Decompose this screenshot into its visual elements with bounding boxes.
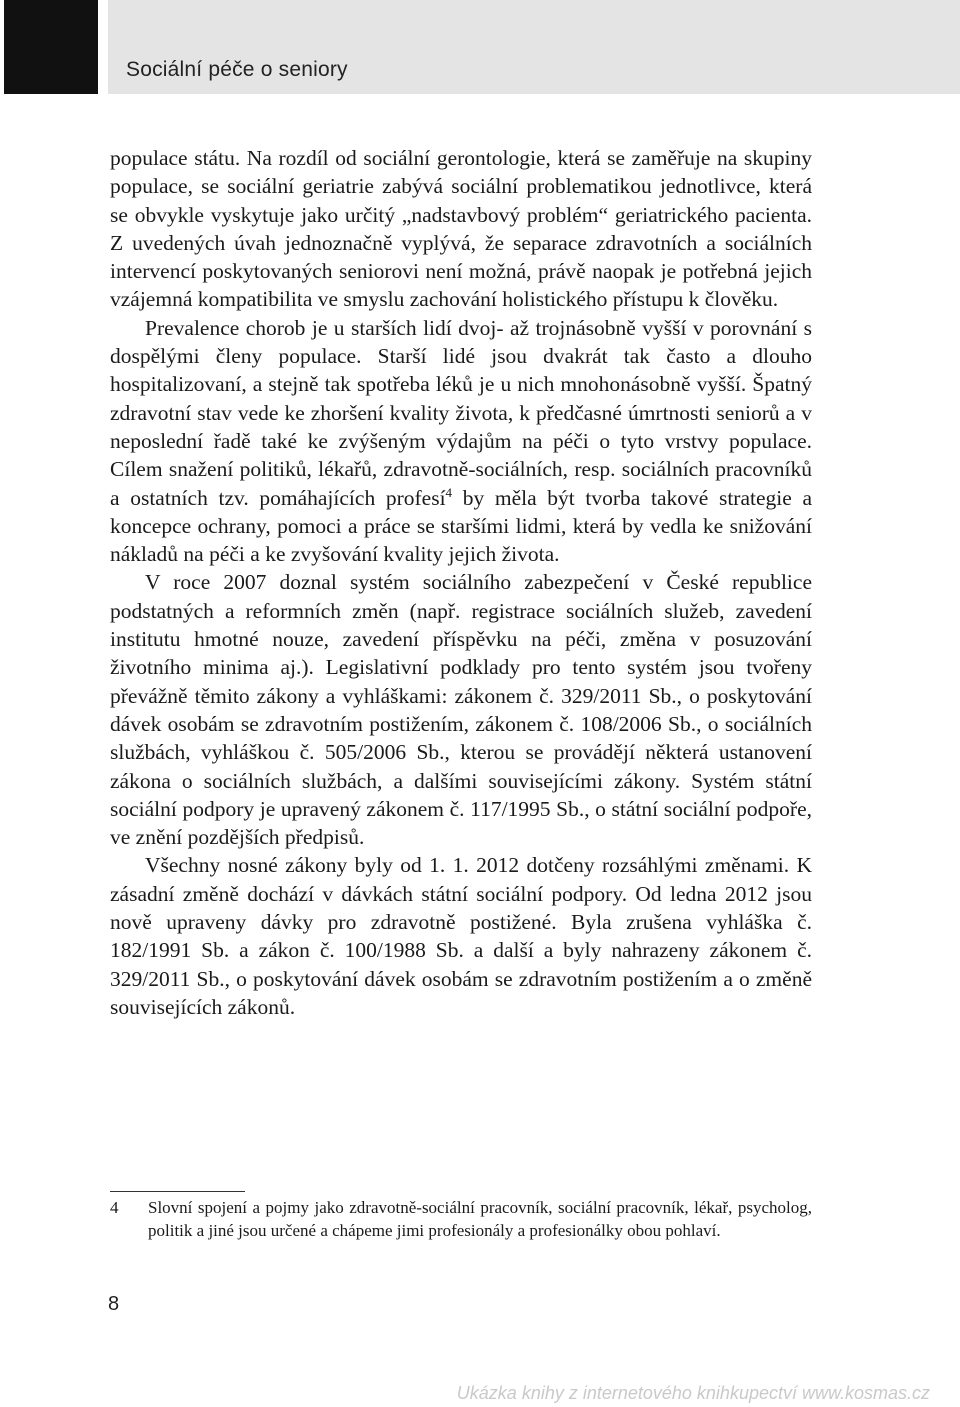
footnote-number: 4 [110,1198,119,1217]
page-number: 8 [108,1293,120,1315]
paragraph-3: V roce 2007 doznal systém sociálního zabezpečení v České republice podstatných a reformních změn (např. registrace sociálních služeb, zavedení institutu hmotné nouze, zavedení příspěvku na péči, změna v posuzování životního minima aj.). Legislativní podklady pro tento systém jsou tvořeny převážně těmito zákony a vyhláškami: zákonem č. 329/2011 Sb., o poskytování dávek osobám se zdravotním postižením, zákonem č. 108/2006 Sb., o sociálních službách, vyhláškou č. 505/2006 Sb., kterou se provádějí některá ustanovení zákona o sociálních službách, a dalšími souvisejícími zákony. Systém státní sociální podpory je upravený zákonem č. 117/1995 Sb., o státní sociální podpoře, ve znění pozdějších předpisů. [110,570,812,850]
paragraph-2-part-b: by měla být tvorba takové strategie a koncepce ochrany, pomoci a práce se staršími lidmi, která by vedla ke snižování nákladů na péči a ke zvyšování kvality jejich života. [110,485,812,567]
footnote-divider [110,1191,245,1192]
paragraph-2 [110,314,812,569]
paragraph-1: populace státu. Na rozdíl od sociální gerontologie, která se zaměřuje na skupiny populace, se sociální geriatrie zabývá sociální problematikou jednotlivce, která se obvykle vyskytuje jako určitý „nadstavbový problém“ geriatrického pacienta. Z uvedených úvah jednoznačně vyplývá, že separace zdravotních a sociálních intervencí poskytovaných seniorovi není možná, právě naopak je potřebná jejich vzájemná kompatibilita ve smyslu zachování holistického přístupu k člověku. [110,146,812,312]
running-header-title: Sociální péče o seniory [126,58,348,81]
footnote-text: Slovní spojení a pojmy jako zdravotně-sociální pracovník, sociální pracovník, lékař, psycholog, politik a jiné jsou určené a chápeme jimi profesionály a profesionálky obou pohlaví. [148,1198,812,1240]
footnote [110,1197,812,1242]
paragraph-4: Všechny nosné zákony byly od 1. 1. 2012 dotčeny rozsáhlými změnami. K zásadní změně dochází v dávkách státní sociální podpory. Od ledna 2012 jsou nově upraveny dávky pro zdravotně postižené. Byla zrušena vyhláška č. 182/1991 Sb. a zákon č. 100/1988 Sb. a další a byly nahrazeny zákonem č. 329/2011 Sb., o poskytování dávek osobám se zdravotním postižením a o změně souvisejících zákonů. [110,853,812,1019]
watermark-text: Ukázka knihy z internetového knihkupectví www.kosmas.cz [456,1383,930,1403]
footnote-reference[interactable]: 4 [445,484,453,500]
main-text [110,144,812,1021]
header-black-block [4,0,98,94]
paragraph-2-part-a: Prevalence chorob je u starších lidí dvoj- až trojnásobně vyšší v porovnání s dospělými členy populace. Starší lidé jsou dvakrát tak často a dlouho hospitalizovaní, a stejně tak spotřeba léků je u nich mnohonásobně vyšší. Špatný zdravotní stav vede ke zhoršení kvality života, k předčasné úmrtnosti seniorů a v neposlední řadě také ke zvýšeným výdajům na péči o tyto vrstvy populace. Cílem snažení politiků, lékařů, zdravotně-sociálních, resp. sociálních pracovníků a ostatních tzv. pomáhajících profesí [110,315,812,510]
